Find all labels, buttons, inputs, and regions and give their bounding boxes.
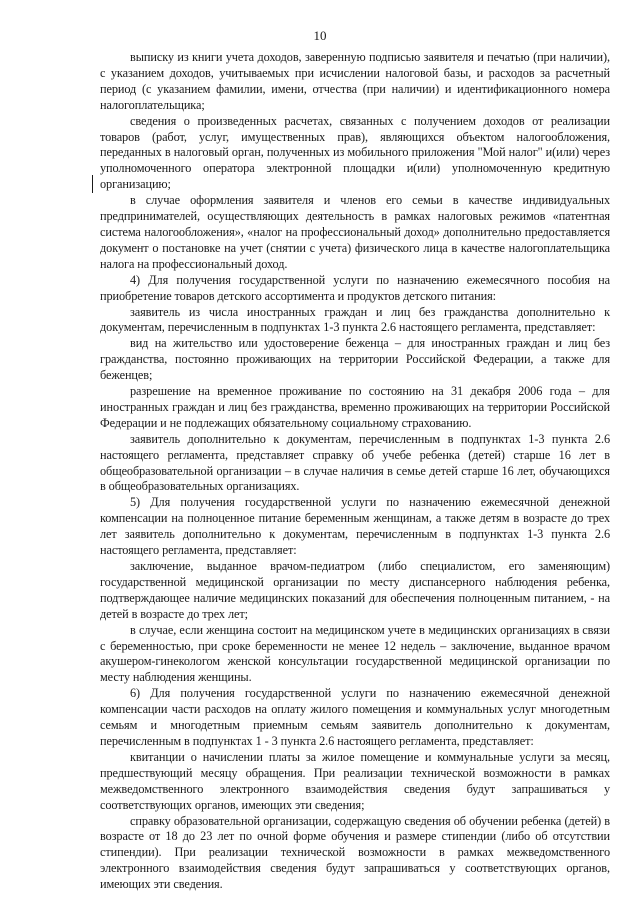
paragraph: 5) Для получения государственной услуги по назначению ежемесячной денежной компенсации на полноценное питание беременным женщинам, а также детям в возрасте до трех лет заявитель дополнительно к документам, перечисленным в подпунктах 1-3 пункта 2.6 настоящего регламента, представляет: [100, 495, 610, 558]
paragraph: сведения о произведенных расчетах, связанных с получением доходов от реализации товаров (работ, услуг, имущественных прав), являющихся объектом налогообложения, переданных в налоговый орган, полученных из мобильного приложения "Мой налог" и(или) через уполномоченного оператора электронной площадки и(или) уполномоченную кредитную организацию; [100, 113, 610, 192]
paragraph: заключение, выданное врачом-педиатром (либо специалистом, его заменяющим) государственной медицинской организации по месту диспансерного наблюдения ребенка, подтверждающее наличие медицинских показаний для обеспечения полноценным питанием, - на детей в возрасте до трех лет; [100, 559, 610, 621]
paragraph: 4) Для получения государственной услуги по назначению ежемесячного пособия на приобретение товаров детского ассортимента и продуктов детского питания: [100, 272, 610, 303]
page-number: 10 [313, 28, 327, 43]
paragraph: 6) Для получения государственной услуги по назначению ежемесячной денежной компенсации части расходов на оплату жилого помещения и коммунальных услуг многодетным семьям и многодетным приемным семьям заявитель дополнительно к документам, перечисленным в подпунктах 1 - 3 пункта 2.6 настоящего регламента, представляет: [100, 686, 610, 748]
revision-marker [92, 175, 93, 193]
paragraph: вид на жительство или удостоверение беженца – для иностранных граждан и лиц без гражданства, постоянно проживающих на территории Российской Федерации, а также для беженцев; [100, 336, 610, 383]
paragraph: в случае, если женщина состоит на медицинском учете в медицинских организациях в связи с беременностью, при сроке беременности не менее 12 недель – заключение, выданное врачом акушером-гинекологом женской консультации государственной медицинской организации по месту наблюдения женщины. [100, 622, 610, 685]
paragraph: заявитель из числа иностранных граждан и лиц без гражданства дополнительно к документам, перечисленным в подпунктах 1-3 пункта 2.6 настоящего регламента, представляет: [100, 304, 610, 335]
document-body [100, 50, 610, 893]
paragraph: справку образовательной организации, содержащую сведения об обучении ребенка (детей) в возрасте от 18 до 23 лет по очной форме обучения и размере стипендии (либо об отсутствии стипендии). При реализации технической возможности в рамках межведомственного электронного взаимодействия сведения будут запрашиваться у соответствующих органов, имеющих эти сведения. [100, 813, 610, 892]
paragraph: в случае оформления заявителя и членов его семьи в качестве индивидуальных предпринимателей, осуществляющих деятельность в рамках налоговых режимов «патентная система налогообложения», «налог на профессиональный доход» дополнительно предоставляется документ о постановке на учет (снятии с учета) физического лица в качестве налогоплательщика налога на профессиональный доход. [100, 193, 610, 271]
paragraph: квитанции о начислении платы за жилое помещение и коммунальные услуги за месяц, предшествующий месяцу обращения. При реализации технической возможности в рамках межведомственного электронного взаимодействия сведения будут запрашиваться у соответствующих органов, имеющих эти сведения; [100, 749, 610, 812]
paragraph: заявитель дополнительно к документам, перечисленным в подпунктах 1-3 пункта 2.6 настоящего регламента, представляет справку об учебе ребенка (детей) старше 16 лет в общеобразовательной организации – в случае наличия в семье детей старше 16 лет, обучающихся в общеобразовательных организациях. [100, 431, 610, 494]
paragraph: выписку из книги учета доходов, заверенную подписью заявителя и печатью (при наличии), с указанием доходов, учитываемых при исчислении налоговой базы, и расходов за расчетный период (с указанием фамилии, имени, отчества (при наличии) и идентификационного номера налогоплательщика; [100, 50, 610, 112]
paragraph: разрешение на временное проживание по состоянию на 31 декабря 2006 года – для иностранных граждан и лиц без гражданства, временно проживающих на территории Российской Федерации и не подлежащих обязательному социальному страхованию. [100, 384, 610, 430]
